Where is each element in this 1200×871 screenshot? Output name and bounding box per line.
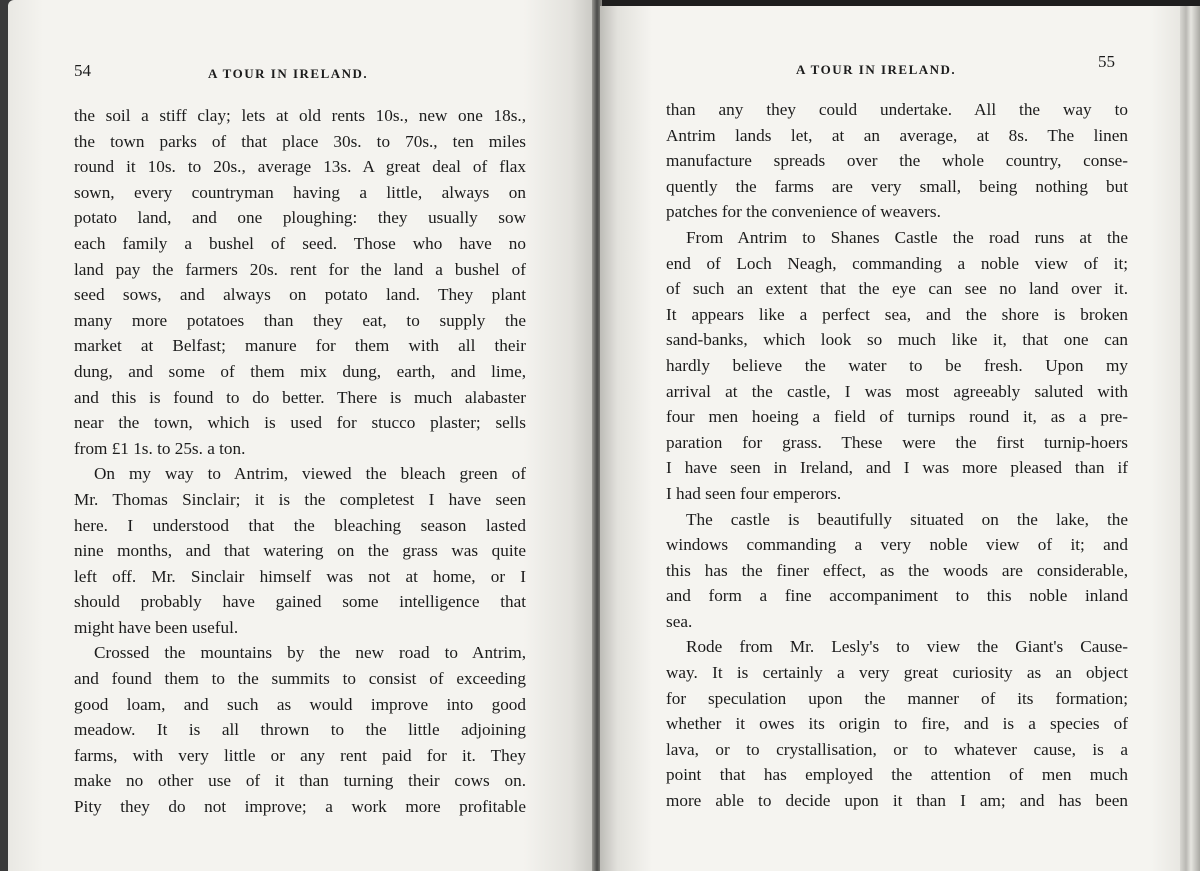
text-line: the soil a stiff clay; lets at old rents 10s., new one 18s., <box>74 106 526 125</box>
text-line: many more potatoes than they eat, to supply the <box>74 310 526 330</box>
text-line: than any they could undertake. All the way to <box>666 100 1128 119</box>
text-line: near the town, which is used for stucco plaster; sells <box>74 413 526 433</box>
text-line: the town parks of that place 30s. to 70s., ten miles <box>74 131 526 151</box>
text-line: of such an extent that the eye can see no land over it. <box>666 279 1128 299</box>
text-line: potato land, and one ploughing: they usually sow <box>74 208 526 228</box>
text-line: lava, or to crystallisation, or to whatever cause, is a <box>666 739 1128 759</box>
text-line: windows commanding a very noble view of it; and <box>666 535 1128 555</box>
text-line: meadow. It is all thrown to the little adjoining <box>74 720 526 740</box>
text-line: point that has employed the attention of men much <box>666 765 1128 785</box>
text-line: Rode from Mr. Lesly's to view the Giant's Cause- <box>686 637 1128 657</box>
text-line: seed sows, and always on potato land. They plant <box>74 285 526 305</box>
text-line: manufacture spreads over the whole country, conse- <box>666 151 1128 171</box>
text-line: The castle is beautifully situated on the lake, the <box>686 509 1128 529</box>
text-line: here. I understood that the bleaching season lasted <box>74 515 526 535</box>
text-line: and found them to the summits to consist of exceeding <box>74 669 526 689</box>
text-line: patches for the convenience of weavers. <box>666 202 941 222</box>
text-line: for speculation upon the manner of its formation; <box>666 688 1128 708</box>
text-line: more able to decide upon it than I am; and has been <box>666 791 1128 811</box>
text-line: and this is found to do better. There is much alabaster <box>74 387 526 407</box>
text-line: good loam, and such as would improve into good <box>74 694 526 714</box>
text-line: four men hoeing a field of turnips round it, as a pre- <box>666 407 1128 427</box>
page-stack-edge <box>1180 6 1200 871</box>
text-line: round it 10s. to 20s., average 13s. A great deal of flax <box>74 157 526 177</box>
left-page-number: 54 <box>74 61 91 80</box>
text-line: market at Belfast; manure for them with all their <box>74 336 526 356</box>
text-line: end of Loch Neagh, commanding a noble view of it; <box>666 253 1128 273</box>
text-line: Mr. Thomas Sinclair; it is the completest I have seen <box>74 489 526 509</box>
right-running-head: A TOUR IN IRELAND. <box>796 62 957 77</box>
text-line: It appears like a perfect sea, and the shore is broken <box>666 304 1128 324</box>
left-page-body <box>74 103 526 820</box>
text-line: from £1 1s. to 25s. a ton. <box>74 438 246 458</box>
text-line: this has the finer effect, as the woods are considerable, <box>666 560 1128 580</box>
right-page-body <box>666 97 1128 814</box>
left-page <box>8 0 594 871</box>
text-line: farms, with very little or any rent paid for it. They <box>74 745 526 765</box>
text-line: paration for grass. These were the first turnip-hoers <box>666 432 1128 452</box>
text-line: land pay the farmers 20s. rent for the land a bushel of <box>74 259 526 279</box>
text-line: might have been useful. <box>74 617 239 637</box>
text-line: nine months, and that watering on the grass was quite <box>74 541 526 561</box>
text-line: arrival at the castle, I was most agreeably saluted with <box>666 381 1128 401</box>
text-line: way. It is certainly a very great curiosity as an object <box>666 663 1128 683</box>
text-line: sea. <box>666 611 693 631</box>
text-line: make no other use of it than turning their cows on. <box>74 771 526 791</box>
text-line: dung, and some of them mix dung, earth, and lime, <box>74 361 526 381</box>
text-line: each family a bushel of seed. Those who have no <box>74 233 526 253</box>
text-line: On my way to Antrim, viewed the bleach green of <box>94 464 526 484</box>
text-line: hardly believe the water to be fresh. Upon my <box>666 355 1128 375</box>
text-line: Pity they do not improve; a work more profitable <box>74 797 526 817</box>
text-line: I had seen four emperors. <box>666 483 842 503</box>
text-line: Crossed the mountains by the new road to Antrim, <box>94 643 526 663</box>
text-line: I have seen in Ireland, and I was more pleased than if <box>666 458 1128 478</box>
right-page <box>600 6 1180 871</box>
text-line: From Antrim to Shanes Castle the road runs at the <box>686 227 1128 247</box>
left-running-head: A TOUR IN IRELAND. <box>208 66 369 81</box>
text-line: whether it owes its origin to fire, and is a species of <box>666 714 1128 734</box>
text-line: sand-banks, which look so much like it, that one can <box>666 330 1128 350</box>
text-line: Antrim lands let, at an average, at 8s. The linen <box>666 125 1128 145</box>
text-line: sown, every countryman having a little, always on <box>74 182 526 202</box>
right-page-number: 55 <box>1098 52 1115 71</box>
text-line: left off. Mr. Sinclair himself was not at home, or I <box>74 566 526 586</box>
text-line: quently the farms are very small, being nothing but <box>666 176 1128 196</box>
text-line: should probably have gained some intelligence that <box>74 592 526 612</box>
text-line: and form a fine accompaniment to this noble inland <box>666 586 1128 606</box>
